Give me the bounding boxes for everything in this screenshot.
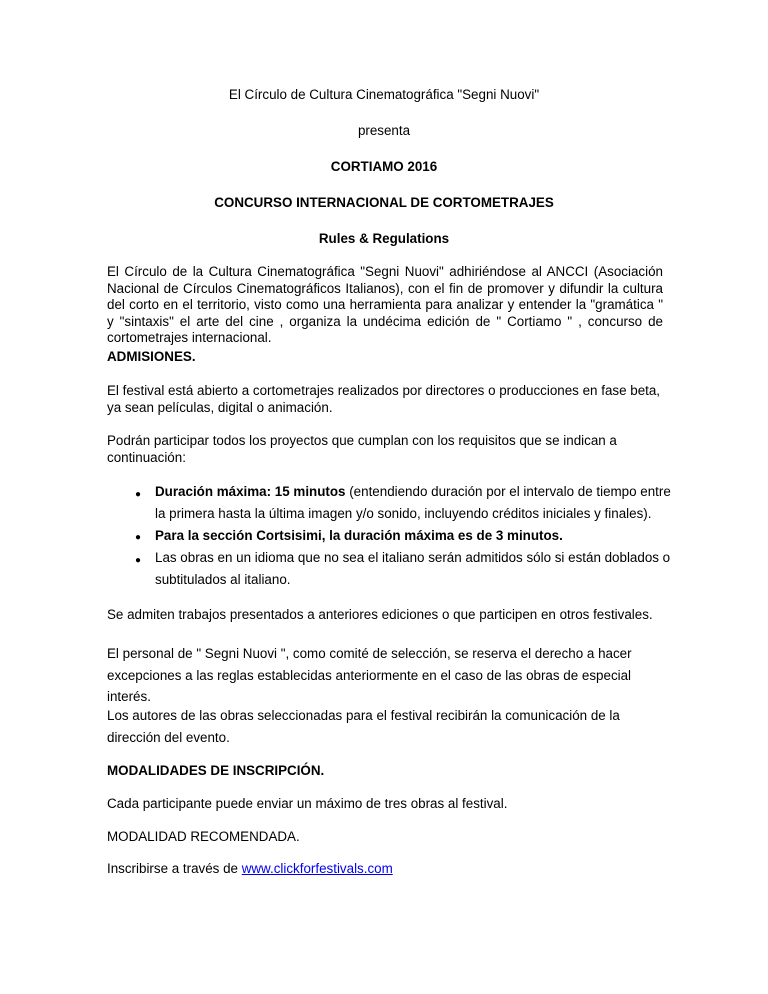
list-item <box>155 525 675 547</box>
list-item <box>155 547 675 590</box>
section-heading-admisiones: ADMISIONES. <box>107 349 196 364</box>
list-item-bold: Duración máxima: 15 minutos <box>155 484 346 499</box>
intro-paragraph: El Círculo de la Cultura Cinematográfica "Segni Nuovi" adhiriéndose al ANCCI (Asociación Nacional de Círculos Cinematográficos Italianos), con el fin de promover y difundir la cultura del corto en el territorio, visto como una herramienta para analizar y entender la "gramática " y "sintaxis" el arte del cine , organiza la undécima edición de " Cortiamo " , concurso de cortometrajes internacional. <box>107 264 663 346</box>
admisiones-paragraph-3: Se admiten trabajos presentados a anteriores ediciones o que participen en otros festivales. <box>107 607 653 622</box>
register-prefix: Inscribirse a través de <box>107 861 242 876</box>
rules-title: Rules & Regulations <box>318 231 450 246</box>
admisiones-paragraph-4: El personal de " Segni Nuovi ", como comité de selección, se reserva el derecho a hacer excepciones a las reglas establecidas anteriormente en el caso de las obras de especial interés. <box>107 646 632 704</box>
list-item <box>155 481 675 524</box>
section-heading-modalidades: MODALIDADES DE INSCRIPCIÓN. <box>107 763 325 778</box>
modalidades-paragraph-1: Cada participante puede enviar un máximo de tres obras al festival. <box>107 796 508 811</box>
contest-title: CONCURSO INTERNACIONAL DE CORTOMETRAJES <box>214 195 554 210</box>
modalidades-paragraph-2: MODALIDAD RECOMENDADA. <box>107 829 300 844</box>
admisiones-paragraph-1: El festival está abierto a cortometrajes realizados por directores o producciones en fase beta, ya sean películas, digital o animación. <box>107 383 661 415</box>
presents-line: presenta <box>357 123 411 138</box>
list-item-text: Las obras en un idioma que no sea el italiano serán admitidos sólo si están doblados o subtitulados al italiano. <box>155 550 671 587</box>
bullet-dot-icon: ● <box>135 532 142 543</box>
organizer-line: El Círculo de Cultura Cinematográfica "Segni Nuovi" <box>228 87 540 102</box>
bullet-dot-icon: ● <box>135 489 142 500</box>
modalidades-paragraph-3 <box>107 861 663 878</box>
event-title: CORTIAMO 2016 <box>330 159 438 174</box>
admisiones-paragraph-2: Podrán participar todos los proyectos que cumplan con los requisitos que se indican a continuación: <box>107 433 617 465</box>
bullet-dot-icon: ● <box>135 555 142 566</box>
clickforfestivals-link[interactable]: www.clickforfestivals.com <box>241 861 393 876</box>
list-item-bold: Para la sección Cortsisimi, la duración máxima es de 3 minutos. <box>155 528 563 543</box>
admisiones-paragraph-5: Los autores de las obras seleccionadas para el festival recibirán la comunicación de la dirección del evento. <box>107 708 620 745</box>
list-item-text: (entendiendo duración por el intervalo de tiempo entre la primera hasta la última imagen y/o sonido, incluyendo créditos iniciales y finales). <box>155 484 671 521</box>
